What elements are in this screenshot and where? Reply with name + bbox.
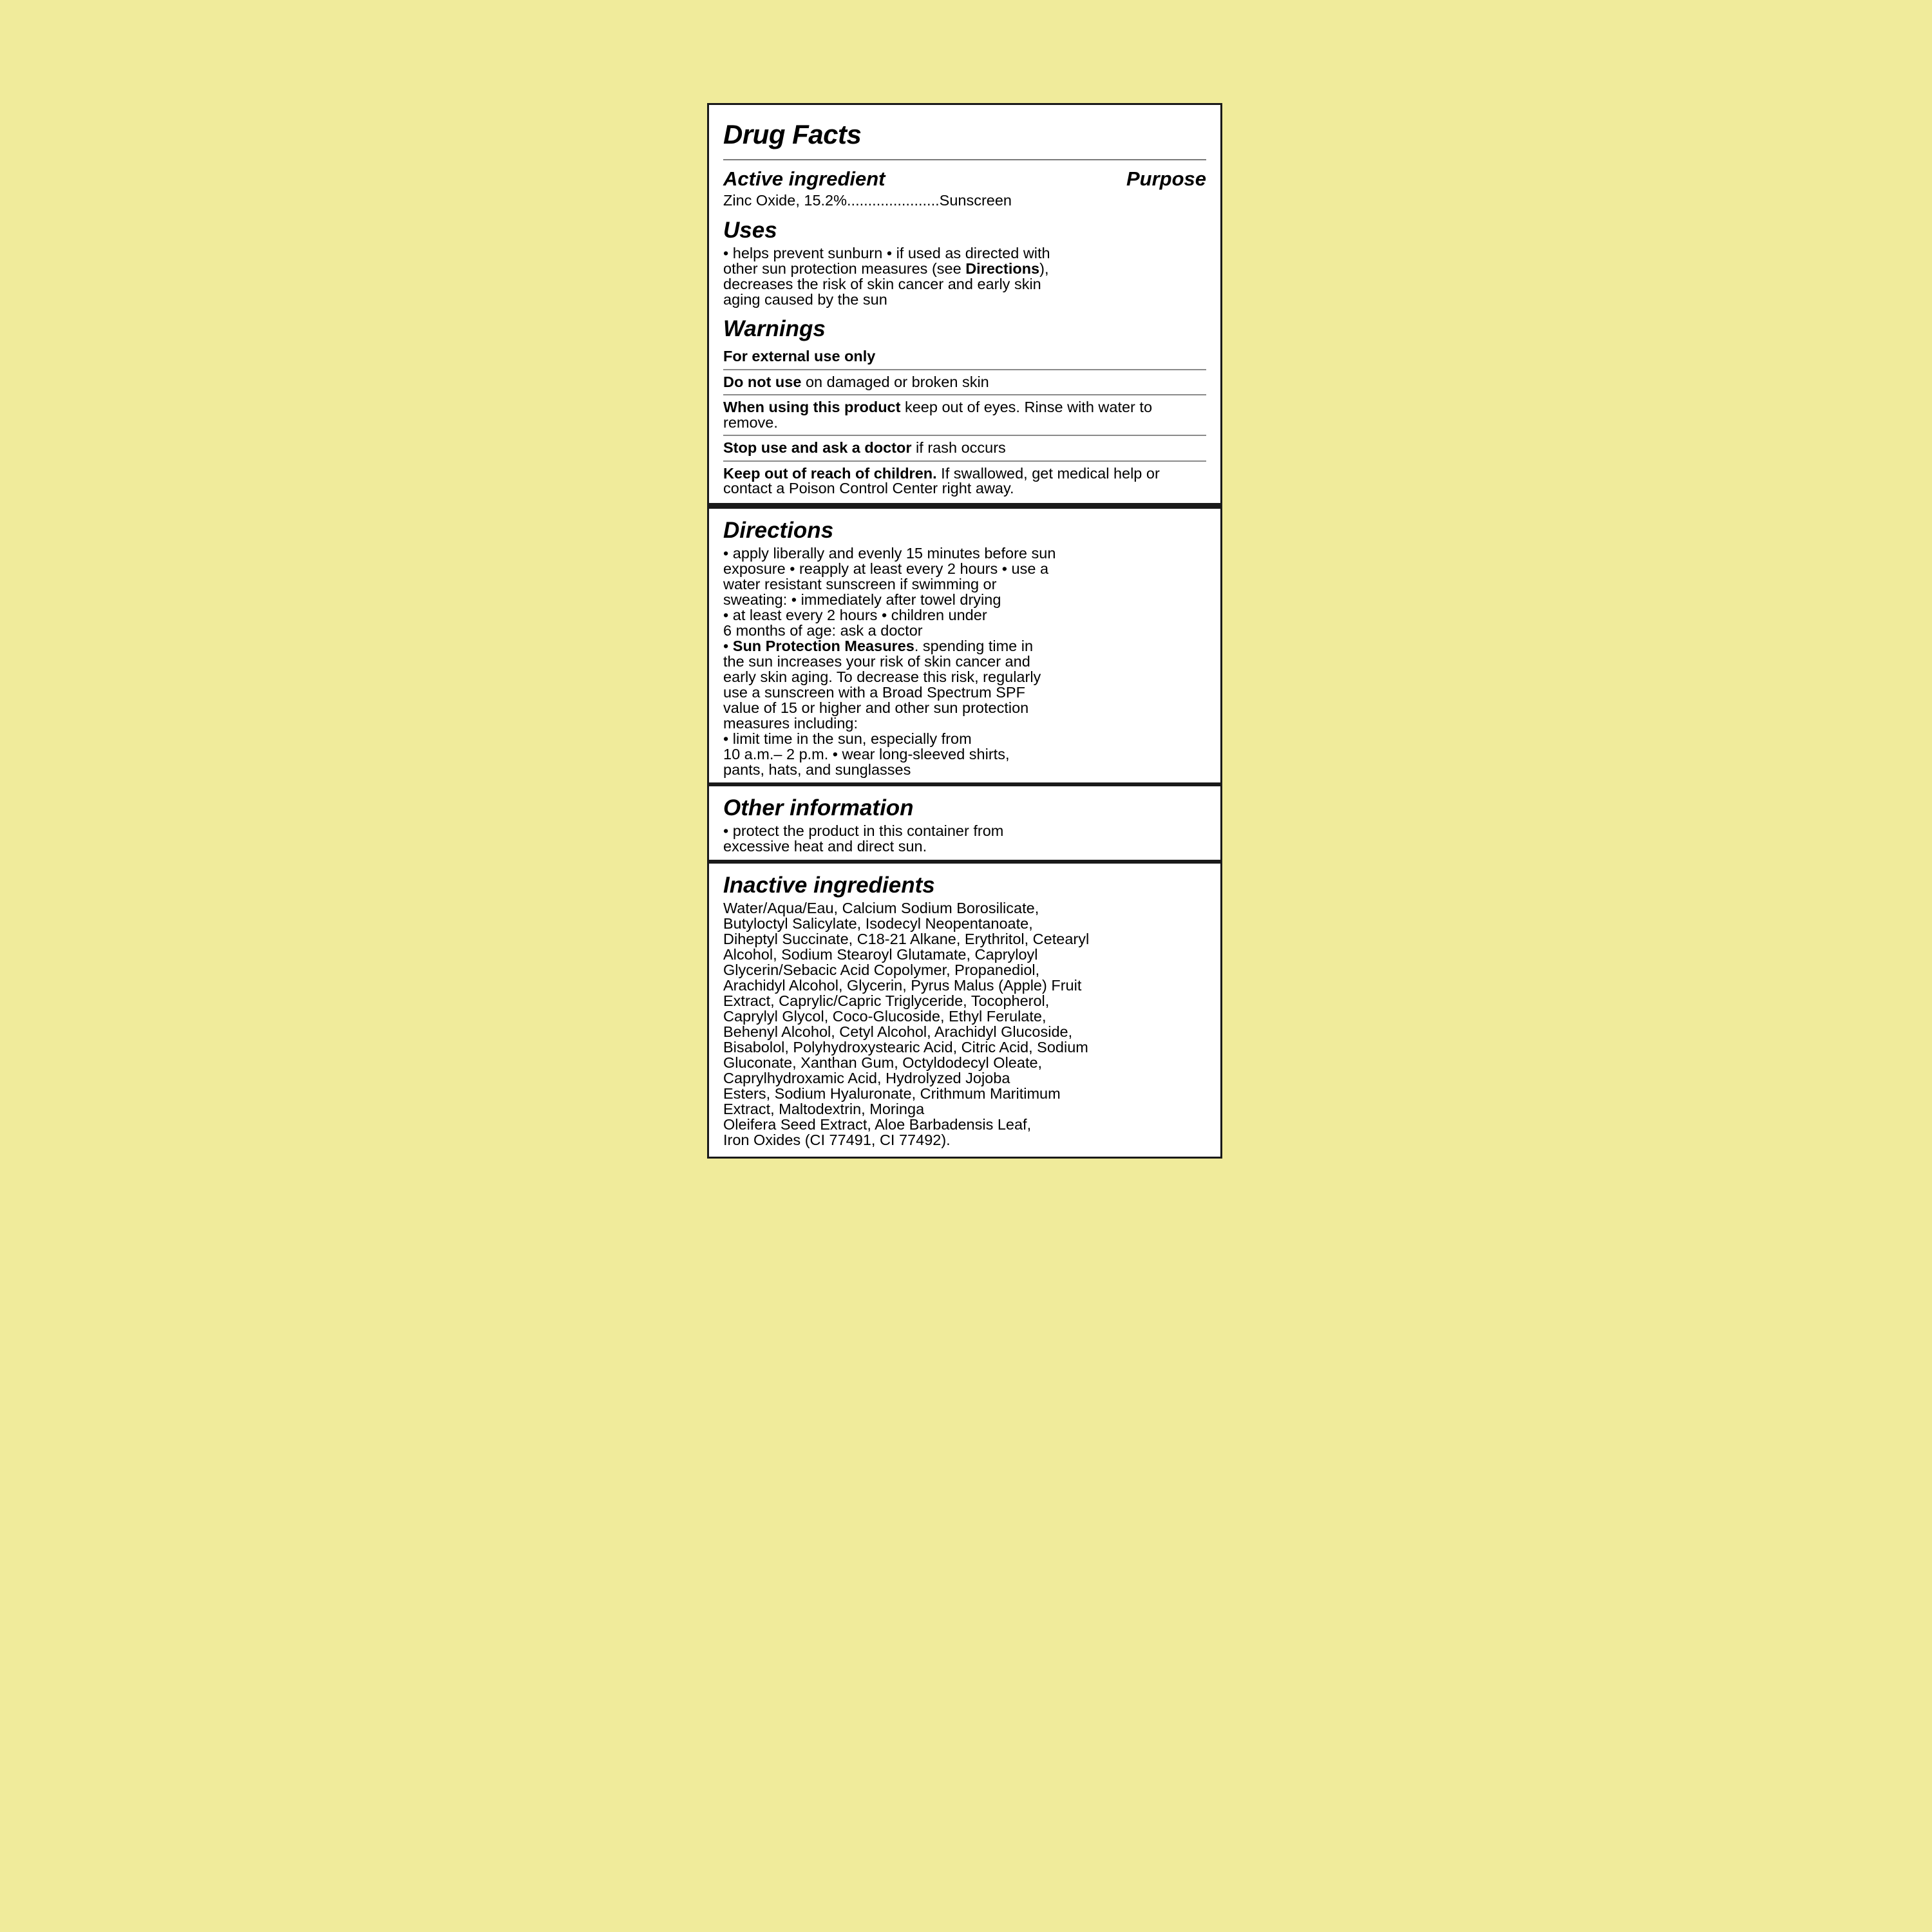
other-information-section	[709, 795, 1220, 860]
uses-text	[723, 246, 1206, 308]
warning-bold-2: When using this product	[723, 399, 901, 415]
warning-text-1	[723, 370, 1206, 395]
directions-line-11: measures including:	[723, 714, 858, 732]
directions-line-9: use a sunscreen with a Broad Spectrum SPF	[723, 683, 1025, 701]
inactive-line: Glycerin/Sebacic Acid Copolymer, Propanediol,	[723, 961, 1040, 978]
divider-directions-top	[709, 503, 1220, 509]
warning-text-3	[723, 436, 1206, 460]
warning-item-2	[709, 395, 1220, 435]
directions-line-10: value of 15 or higher and other sun protection	[723, 699, 1029, 716]
warning-item-3	[709, 436, 1220, 460]
divider-inactive-top	[709, 860, 1220, 864]
directions-sun-protection-rest: . spending time in	[914, 637, 1034, 654]
warning-rest-2: keep out of eyes. Rinse with water to remove.	[723, 399, 1153, 431]
directions-line-7: the sun increases your risk of skin cancer and	[723, 652, 1030, 670]
other-information-heading: Other information	[723, 795, 914, 820]
active-ingredient-section	[709, 167, 1220, 209]
warnings-section	[709, 316, 1220, 342]
uses-line-4: aging caused by the sun	[723, 290, 887, 308]
directions-heading: Directions	[723, 517, 834, 543]
inactive-line: Esters, Sodium Hyaluronate, Crithmum Maritimum	[723, 1084, 1061, 1102]
directions-line-1: • apply liberally and evenly 15 minutes before sun	[723, 544, 1056, 562]
warning-rest-4: If swallowed, get medical help or contact a Poison Control Center right away.	[723, 464, 1160, 497]
directions-line-3: water resistant sunscreen if swimming or	[723, 575, 997, 592]
directions-line-8: early skin aging. To decrease this risk, regularly	[723, 668, 1041, 685]
inactive-line: Water/Aqua/Eau, Calcium Sodium Borosilicate,	[723, 899, 1039, 916]
uses-line-2	[723, 261, 1206, 277]
warning-bold-0: For external use only	[723, 348, 876, 365]
uses-section	[709, 218, 1220, 308]
other-information-line-1: • protect the product in this container from	[723, 822, 1004, 839]
directions-line-2: exposure • reapply at least every 2 hours • use a	[723, 560, 1049, 577]
other-information-text	[723, 824, 1206, 855]
uses-line-2c: ),	[1039, 260, 1049, 277]
active-ingredient-header	[723, 167, 1206, 191]
inactive-line: Alcohol, Sodium Stearoyl Glutamate, Capryloyl	[723, 945, 1038, 963]
warning-text-0	[723, 345, 1206, 369]
directions-line-6: 6 months of age: ask a doctor	[723, 621, 923, 639]
other-information-line-2: excessive heat and direct sun.	[723, 838, 927, 855]
directions-sun-protection-line	[723, 639, 1206, 654]
uses-heading: Uses	[723, 217, 777, 243]
warning-text-2	[723, 395, 1206, 435]
warning-bold-3: Stop use and ask a doctor	[723, 439, 912, 456]
warning-bold-4: Keep out of reach of children.	[723, 464, 937, 482]
inactive-line: Extract, Maltodextrin, Moringa	[723, 1100, 925, 1117]
inactive-line: Butyloctyl Salicylate, Isodecyl Neopentanoate,	[723, 914, 1033, 932]
inactive-line: Arachidyl Alcohol, Glycerin, Pyrus Malus (Apple) Fruit	[723, 976, 1082, 994]
directions-line-14: pants, hats, and sunglasses	[723, 761, 911, 778]
drug-facts-panel	[707, 103, 1222, 1159]
active-ingredient-label: Active ingredient	[723, 167, 886, 190]
divider-other-info-top	[709, 782, 1220, 786]
directions-line-4: sweating: • immediately after towel drying	[723, 591, 1001, 608]
warnings-heading: Warnings	[723, 316, 826, 341]
warning-item-0	[709, 345, 1220, 369]
uses-line-3: decreases the risk of skin cancer and early skin	[723, 275, 1041, 292]
directions-sun-protection-bold: Sun Protection Measures	[732, 637, 914, 654]
directions-bullet-prefix: •	[723, 637, 733, 654]
purpose-label: Purpose	[1126, 167, 1206, 190]
uses-line-2a: other sun protection measures (see	[723, 260, 966, 277]
uses-directions-ref: Directions	[965, 260, 1040, 277]
warning-rest-1: on damaged or broken skin	[801, 373, 989, 390]
inactive-line: Gluconate, Xanthan Gum, Octyldodecyl Oleate,	[723, 1054, 1043, 1071]
directions-section	[709, 518, 1220, 783]
directions-line-5: • at least every 2 hours • children under	[723, 606, 987, 623]
warning-rest-3: if rash occurs	[911, 439, 1006, 456]
inactive-ingredients-text	[723, 901, 1206, 1148]
divider-title	[723, 159, 1206, 160]
warning-item-1	[709, 370, 1220, 395]
directions-text	[723, 546, 1206, 778]
warning-text-4	[723, 462, 1206, 501]
warning-bold-1: Do not use	[723, 373, 802, 390]
inactive-line: Iron Oxides (CI 77491, CI 77492).	[723, 1131, 951, 1148]
inactive-line: Caprylyl Glycol, Coco-Glucoside, Ethyl Ferulate,	[723, 1007, 1046, 1025]
uses-line-1: • helps prevent sunburn • if used as directed with	[723, 244, 1050, 261]
inactive-line: Caprylhydroxamic Acid, Hydrolyzed Jojoba	[723, 1069, 1010, 1086]
inactive-ingredients-heading: Inactive ingredients	[723, 872, 935, 898]
warning-item-4	[709, 462, 1220, 501]
inactive-ingredients-section	[709, 873, 1220, 1157]
inactive-line: Diheptyl Succinate, C18-21 Alkane, Erythritol, Cetearyl	[723, 930, 1090, 947]
inactive-line: Behenyl Alcohol, Cetyl Alcohol, Arachidyl Glucoside,	[723, 1023, 1073, 1040]
active-ingredient-line: Zinc Oxide, 15.2%......................Sunscreen	[723, 192, 1012, 209]
inactive-line: Bisabolol, Polyhydroxystearic Acid, Citric Acid, Sodium	[723, 1038, 1088, 1056]
inactive-line: Oleifera Seed Extract, Aloe Barbadensis Leaf,	[723, 1115, 1032, 1133]
inactive-line: Extract, Caprylic/Capric Triglyceride, Tocopherol,	[723, 992, 1050, 1009]
directions-line-13: 10 a.m.– 2 p.m. • wear long-sleeved shirts,	[723, 745, 1010, 762]
drug-facts-title-block	[709, 119, 1220, 150]
directions-line-12: • limit time in the sun, especially from	[723, 730, 972, 747]
page-title: Drug Facts	[723, 119, 862, 149]
